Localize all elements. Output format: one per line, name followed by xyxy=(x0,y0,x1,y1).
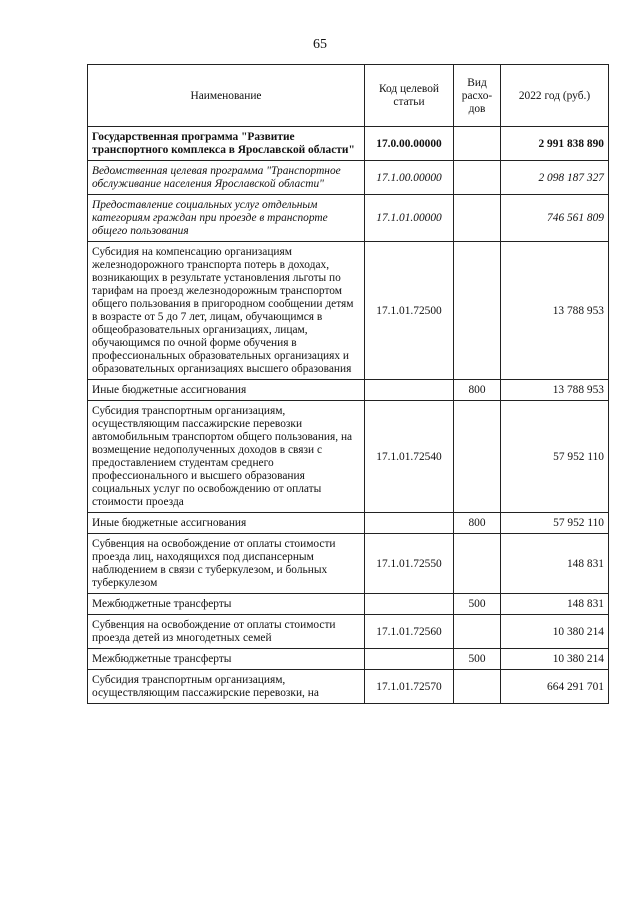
row-code-cell: 17.1.00.00000 xyxy=(365,161,454,195)
row-name-cell: Государственная программа "Развитие транспортного комплекса в Ярославской области" xyxy=(88,127,365,161)
row-amount-cell: 10 380 214 xyxy=(501,615,609,649)
row-type-cell: 800 xyxy=(454,513,501,534)
table-row xyxy=(88,161,609,195)
row-code-cell: 17.1.01.00000 xyxy=(365,195,454,242)
row-amount-cell: 148 831 xyxy=(501,534,609,594)
row-name-cell: Субсидия на компенсацию организациям железнодорожного транспорта потерь в доходах, возникающих в результате установления льготы по тарифам на проезд железнодорожным транспортом общего пользования в пригородном сообщении детям в возрасте от 5 до 7 лет, лицам, обучающимся в общеобразовательных организациях, лицам, обучающимся по очной форме обучения в профессиональных образовательных организациях и образовательных организациях высшего образования xyxy=(88,242,365,380)
row-code-cell xyxy=(365,513,454,534)
row-name-cell: Межбюджетные трансферты xyxy=(88,594,365,615)
table-row xyxy=(88,615,609,649)
row-amount-cell: 664 291 701 xyxy=(501,670,609,704)
table-row xyxy=(88,380,609,401)
row-name-cell: Межбюджетные трансферты xyxy=(88,649,365,670)
row-amount-cell: 2 991 838 890 xyxy=(501,127,609,161)
row-amount-cell: 2 098 187 327 xyxy=(501,161,609,195)
row-code-cell: 17.1.01.72540 xyxy=(365,401,454,513)
row-code-cell: 17.1.01.72570 xyxy=(365,670,454,704)
table-body xyxy=(88,127,609,704)
row-type-cell xyxy=(454,534,501,594)
row-type-cell xyxy=(454,242,501,380)
row-type-cell: 500 xyxy=(454,594,501,615)
table-row xyxy=(88,195,609,242)
row-type-cell: 500 xyxy=(454,649,501,670)
row-name-cell: Ведомственная целевая программа "Транспортное обслуживание населения Ярославской области" xyxy=(88,161,365,195)
row-name-cell: Иные бюджетные ассигнования xyxy=(88,513,365,534)
table-row xyxy=(88,242,609,380)
row-type-cell xyxy=(454,670,501,704)
row-name-cell: Субвенция на освобождение от оплаты стоимости проезда детей из многодетных семей xyxy=(88,615,365,649)
row-type-cell xyxy=(454,615,501,649)
row-code-cell: 17.1.01.72550 xyxy=(365,534,454,594)
table-row xyxy=(88,649,609,670)
header-name: Наименование xyxy=(88,65,365,127)
row-amount-cell: 57 952 110 xyxy=(501,401,609,513)
budget-table xyxy=(87,64,609,704)
table-row xyxy=(88,401,609,513)
table-row xyxy=(88,127,609,161)
row-code-cell: 17.1.01.72560 xyxy=(365,615,454,649)
row-type-cell: 800 xyxy=(454,380,501,401)
row-code-cell: 17.0.00.00000 xyxy=(365,127,454,161)
row-name-cell: Субсидия транспортным организациям, осуществляющим пассажирские перевозки автомобильным транспортом общего пользования, на возмещение недополученных доходов в связи с предоставлением студентам среднего профессионального и высшего образования социальных услуг по освобождению от оплаты стоимости проезда xyxy=(88,401,365,513)
header-amount: 2022 год (руб.) xyxy=(501,65,609,127)
row-amount-cell: 13 788 953 xyxy=(501,242,609,380)
row-type-cell xyxy=(454,195,501,242)
header-type: Вид расхо-дов xyxy=(454,65,501,127)
row-name-cell: Субвенция на освобождение от оплаты стоимости проезда лиц, находящихся под диспансерным наблюдением в связи с туберкулезом, и больных туберкулезом xyxy=(88,534,365,594)
row-code-cell xyxy=(365,594,454,615)
table-row xyxy=(88,513,609,534)
table-row xyxy=(88,670,609,704)
header-code: Код целевой статьи xyxy=(365,65,454,127)
row-amount-cell: 13 788 953 xyxy=(501,380,609,401)
row-amount-cell: 746 561 809 xyxy=(501,195,609,242)
row-name-cell: Иные бюджетные ассигнования xyxy=(88,380,365,401)
row-type-cell xyxy=(454,401,501,513)
row-type-cell xyxy=(454,161,501,195)
row-name-cell: Предоставление социальных услуг отдельным категориям граждан при проезде в транспорте общего пользования xyxy=(88,195,365,242)
row-code-cell: 17.1.01.72500 xyxy=(365,242,454,380)
page-number: 65 xyxy=(313,37,327,52)
table-header-row xyxy=(88,65,609,127)
row-amount-cell: 57 952 110 xyxy=(501,513,609,534)
row-name-cell: Субсидия транспортным организациям, осуществляющим пассажирские перевозки, на xyxy=(88,670,365,704)
table-row xyxy=(88,594,609,615)
row-code-cell xyxy=(365,649,454,670)
row-amount-cell: 10 380 214 xyxy=(501,649,609,670)
row-type-cell xyxy=(454,127,501,161)
row-amount-cell: 148 831 xyxy=(501,594,609,615)
table-row xyxy=(88,534,609,594)
row-code-cell xyxy=(365,380,454,401)
